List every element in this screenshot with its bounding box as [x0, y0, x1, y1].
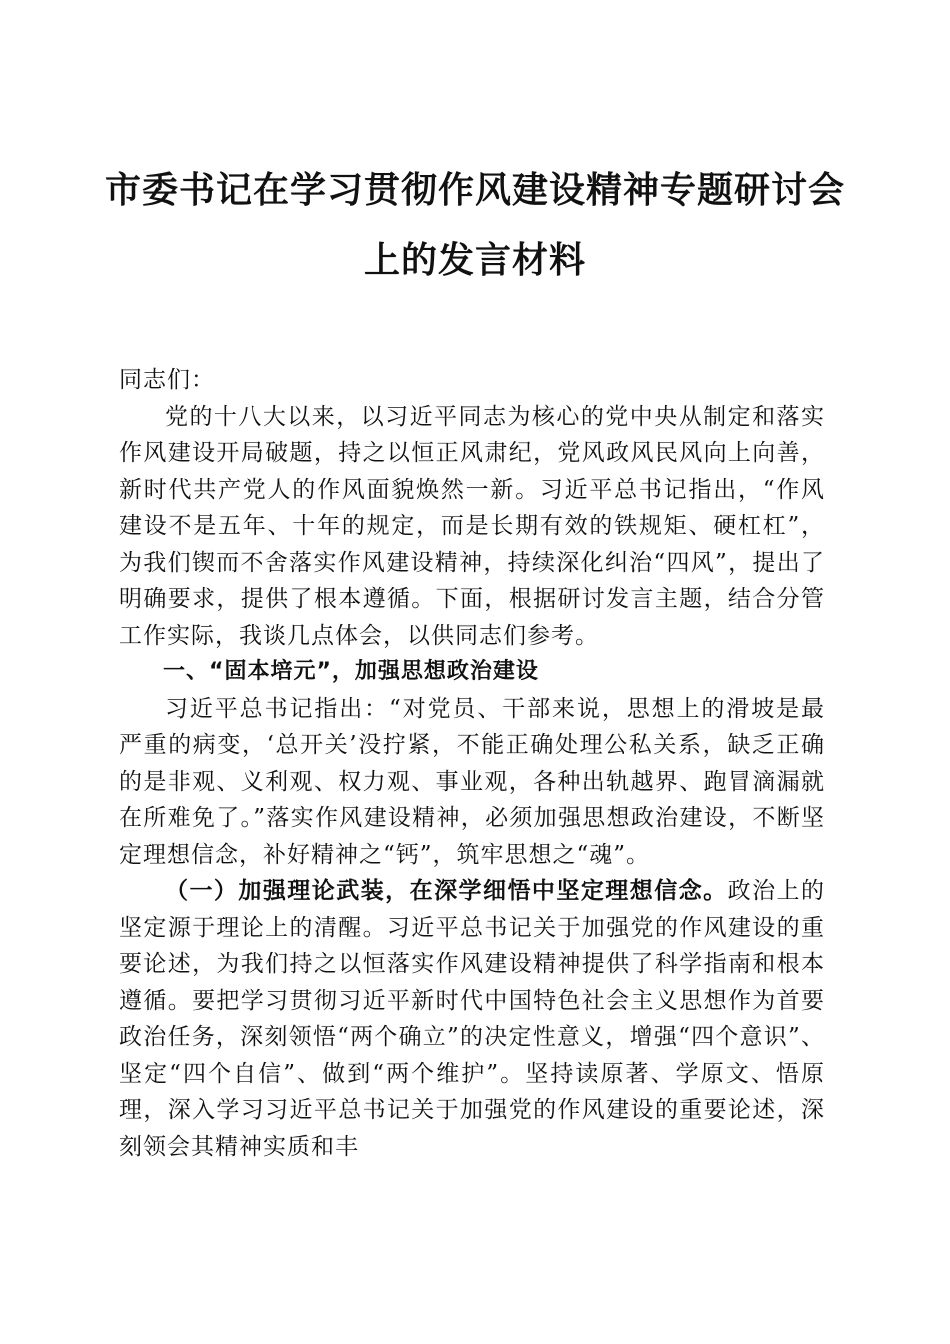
section-1-heading: 一、“固本培元”，加强思想政治建设 [163, 659, 539, 684]
section-1-paragraph: 习近平总书记指出：“对党员、干部来说，思想上的滑坡是最严重的病变，‘总开关’没拧紧，不能正确处理公私关系，缺乏正确的是非观、义利观、权力观、事业观，各种出轨越界、跑冒滴漏就在所难免了。”落实作风建设精神，必须加强思想政治建设，不断坚定理想信念，补好精神之“钙”，筑牢思想之“魂”。 [119, 695, 825, 868]
subsection-1-text: 政治上的坚定源于理论上的清醒。习近平总书记关于加强党的作风建设的重要论述，为我们持之以恒落实作风建设精神提供了科学指南和根本遵循。要把学习贯彻习近平新时代中国特色社会主义思想作为首要政治任务，深刻领悟“两个确立”的决定性意义，增强“四个意识”、坚定“四个自信”、做到“两个维护”。坚持读原著、学原文、悟原理，深入学习习近平总书记关于加强党的作风建设的重要论述，深刻领会其精神实质和丰 [119, 878, 826, 1160]
document-title-line-1: 市委书记在学习贯彻作风建设精神专题研讨会 [104, 169, 845, 211]
salutation: 同志们： [119, 367, 215, 393]
subsection-1-paragraph [119, 873, 825, 1165]
document-body [119, 362, 825, 1165]
subsection-1-lead: （一）加强理论武装，在深学细悟中坚定理想信念。 [165, 877, 728, 904]
document-title-line-2: 上的发言材料 [363, 239, 586, 281]
intro-paragraph: 党的十八大以来，以习近平同志为核心的党中央从制定和落实作风建设开局破题，持之以恒正风肃纪，党风政风民风向上向善，新时代共产党人的作风面貌焕然一新。习近平总书记指出，“作风建设不是五年、十年的规定，而是长期有效的铁规矩、硬杠杠”，为我们锲而不舍落实作风建设精神，持续深化纠治“四风”，提出了明确要求，提供了根本遵循。下面，根据研讨发言主题，结合分管工作实际，我谈几点体会，以供同志们参考。 [119, 403, 825, 649]
